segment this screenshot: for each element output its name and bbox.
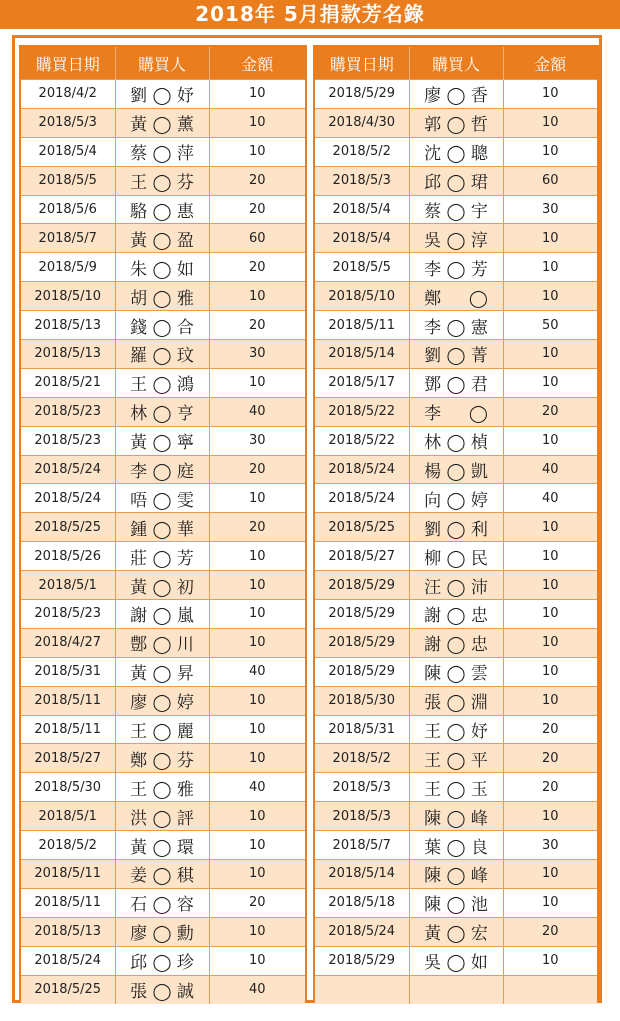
cell-name: 石 ◯ 容 [115,888,209,917]
cell-amount: 10 [503,600,597,629]
table-row [315,195,597,224]
cell-name: 鄭 ◯ 芬 [115,744,209,773]
cell-name: 向 ◯ 婷 [409,484,503,513]
cell-name: 莊 ◯ 芳 [115,542,209,571]
cell-amount: 10 [503,888,597,917]
cell-amount: 10 [503,108,597,137]
cell-amount: 20 [209,195,305,224]
cell-amount: 20 [209,513,305,542]
cell-amount: 10 [503,542,597,571]
table-row [21,397,305,426]
table-row [315,137,597,166]
cell-name: 黃 ◯ 宏 [409,917,503,946]
cell-date: 2018/5/2 [315,744,409,773]
cell-amount: 50 [503,311,597,340]
cell-amount: 10 [209,80,305,109]
cell-name: 沈 ◯ 聰 [409,137,503,166]
table-row [21,802,305,831]
cell-amount: 20 [209,166,305,195]
table-row [315,657,597,686]
cell-name: 蔡 ◯ 宇 [409,195,503,224]
table-row [315,397,597,426]
header-name: 購買人 [409,47,503,80]
cell-date: 2018/5/4 [21,137,115,166]
table-row [21,657,305,686]
table-row [315,917,597,946]
cell-date: 2018/5/11 [21,860,115,889]
cell-date: 2018/5/29 [315,946,409,975]
cell-amount: 10 [209,946,305,975]
cell-name: 廖 ◯ 香 [409,80,503,109]
cell-date: 2018/5/10 [21,282,115,311]
cell-name: 廖 ◯ 勳 [115,917,209,946]
cell-amount: 10 [209,628,305,657]
table-row [315,484,597,513]
cell-name: 柳 ◯ 民 [409,542,503,571]
table-row [21,455,305,484]
cell-date: 2018/5/31 [21,657,115,686]
table-row [21,108,305,137]
cell-amount: 20 [503,917,597,946]
cell-date: 2018/5/11 [315,311,409,340]
table-row [315,455,597,484]
cell-date: 2018/5/7 [315,831,409,860]
cell-date: 2018/5/23 [21,397,115,426]
table-row [21,253,305,282]
cell-date: 2018/5/2 [315,137,409,166]
cell-amount: 10 [503,860,597,889]
table-row [21,340,305,369]
cell-name: 林 ◯ 楨 [409,426,503,455]
cell-amount: 10 [209,917,305,946]
cell-name: 鄭 ◯ [409,282,503,311]
cell-date: 2018/5/30 [21,773,115,802]
cell-amount: 40 [503,484,597,513]
cell-date: 2018/5/23 [21,426,115,455]
cell-amount: 30 [503,195,597,224]
table-row [21,773,305,802]
table-row [315,571,597,600]
cell-date: 2018/5/25 [315,513,409,542]
cell-date: 2018/5/7 [21,224,115,253]
table-row [315,831,597,860]
cell-name: 王 ◯ 鴻 [115,368,209,397]
table-row [21,542,305,571]
table-row [21,282,305,311]
cell-amount: 30 [209,340,305,369]
cell-name: 黃 ◯ 昇 [115,657,209,686]
cell-date: 2018/5/13 [21,917,115,946]
cell-amount: 20 [209,888,305,917]
cell-name: 錢 ◯ 合 [115,311,209,340]
table-row [21,888,305,917]
cell-name: 林 ◯ 亨 [115,397,209,426]
cell-date: 2018/5/26 [21,542,115,571]
cell-date: 2018/5/17 [315,368,409,397]
cell-name: 李 ◯ 憲 [409,311,503,340]
table-row [21,946,305,975]
cell-name: 鍾 ◯ 華 [115,513,209,542]
cell-name: 郭 ◯ 哲 [409,108,503,137]
cell-date: 2018/5/4 [315,224,409,253]
cell-amount: 10 [209,831,305,860]
cell-amount: 10 [503,80,597,109]
cell-date: 2018/5/4 [315,195,409,224]
table-row [315,311,597,340]
cell-date: 2018/5/11 [21,888,115,917]
cell-amount: 10 [503,946,597,975]
cell-name: 王 ◯ 麗 [115,715,209,744]
cell-name: 邱 ◯ 珍 [115,946,209,975]
cell-name: 王 ◯ 芬 [115,166,209,195]
cell-amount: 10 [503,282,597,311]
cell-name: 吳 ◯ 淳 [409,224,503,253]
page-title: 2018年 5月捐款芳名錄 [0,0,620,29]
cell-date: 2018/5/25 [21,975,115,1003]
table-row [315,975,597,1003]
cell-date: 2018/5/13 [21,340,115,369]
table-row [315,542,597,571]
cell-date: 2018/5/5 [21,166,115,195]
cell-amount: 10 [503,426,597,455]
header-amount: 金額 [209,47,305,80]
cell-name: 黃 ◯ 薰 [115,108,209,137]
cell-date: 2018/5/1 [21,571,115,600]
cell-name: 洪 ◯ 評 [115,802,209,831]
cell-name: 葉 ◯ 良 [409,831,503,860]
header-amount: 金額 [503,47,597,80]
cell-amount: 40 [209,773,305,802]
cell-amount: 20 [503,397,597,426]
cell-name: 王 ◯ 玉 [409,773,503,802]
cell-amount: 10 [503,340,597,369]
cell-date: 2018/4/27 [21,628,115,657]
cell-amount: 10 [209,542,305,571]
cell-amount: 40 [503,455,597,484]
cell-name: 胡 ◯ 雅 [115,282,209,311]
cell-name: 汪 ◯ 沛 [409,571,503,600]
cell-name: 唔 ◯ 雯 [115,484,209,513]
cell-date: 2018/5/24 [21,946,115,975]
cell-amount: 20 [209,311,305,340]
cell-amount: 10 [503,571,597,600]
table-row [21,166,305,195]
cell-date: 2018/5/1 [21,802,115,831]
cell-date: 2018/5/3 [315,773,409,802]
cell-amount: 10 [209,600,305,629]
cell-date: 2018/5/3 [315,802,409,831]
cell-name: 李 ◯ [409,397,503,426]
table-row [315,946,597,975]
cell-date: 2018/5/24 [315,455,409,484]
cell-date: 2018/5/11 [21,686,115,715]
cell-amount: 40 [209,975,305,1003]
cell-amount: 20 [209,253,305,282]
table-row [21,715,305,744]
table-row [21,628,305,657]
cell-amount: 10 [209,744,305,773]
cell-amount: 10 [503,686,597,715]
cell-name: 蔡 ◯ 萍 [115,137,209,166]
cell-date: 2018/5/30 [315,686,409,715]
cell-date: 2018/5/29 [315,571,409,600]
cell-name: 黃 ◯ 寧 [115,426,209,455]
table-row [315,888,597,917]
cell-name: 張 ◯ 誠 [115,975,209,1003]
table-row [21,571,305,600]
cell-date: 2018/5/2 [21,831,115,860]
cell-amount: 10 [503,513,597,542]
cell-name: 李 ◯ 芳 [409,253,503,282]
cell-name: 劉 ◯ 利 [409,513,503,542]
cell-date: 2018/5/29 [315,80,409,109]
cell-amount: 10 [503,802,597,831]
cell-date: 2018/5/14 [315,860,409,889]
cell-amount: 10 [209,484,305,513]
cell-amount: 10 [209,860,305,889]
cell-amount: 10 [503,657,597,686]
table-row [21,975,305,1003]
table-row [315,686,597,715]
cell-amount: 10 [503,137,597,166]
table-row [315,108,597,137]
cell-name: 王 ◯ 雅 [115,773,209,802]
cell-date: 2018/5/9 [21,253,115,282]
cell-name: 劉 ◯ 妤 [115,80,209,109]
cell-date: 2018/5/29 [315,657,409,686]
table-row [315,600,597,629]
donation-table-right [313,45,599,1000]
cell-name: 謝 ◯ 忠 [409,628,503,657]
cell-name: 李 ◯ 庭 [115,455,209,484]
table-row [315,860,597,889]
cell-name: 黃 ◯ 環 [115,831,209,860]
cell-date: 2018/5/27 [315,542,409,571]
cell-amount: 10 [209,282,305,311]
cell-name: 黃 ◯ 盈 [115,224,209,253]
cell-amount: 10 [503,224,597,253]
cell-date: 2018/5/11 [21,715,115,744]
cell-amount: 10 [503,368,597,397]
cell-name: 邱 ◯ 珺 [409,166,503,195]
cell-name: 陳 ◯ 池 [409,888,503,917]
cell-amount: 10 [209,571,305,600]
table-row [315,773,597,802]
cell-date: 2018/5/3 [315,166,409,195]
table-row [21,426,305,455]
table-row [21,600,305,629]
cell-date: 2018/5/24 [21,455,115,484]
table-row [21,80,305,109]
cell-date: 2018/5/31 [315,715,409,744]
cell-name: 駱 ◯ 惠 [115,195,209,224]
cell-amount: 40 [209,657,305,686]
table-row [315,368,597,397]
table-row [21,368,305,397]
cell-date: 2018/5/21 [21,368,115,397]
table-row [315,715,597,744]
cell-name: 鄧 ◯ 君 [409,368,503,397]
header-name: 購買人 [115,47,209,80]
table-row [21,224,305,253]
cell-amount: 10 [209,686,305,715]
cell-amount: 60 [209,224,305,253]
cell-date: 2018/4/2 [21,80,115,109]
cell-name: 謝 ◯ 忠 [409,600,503,629]
table-row [21,311,305,340]
table-row [21,137,305,166]
cell-name: 黃 ◯ 初 [115,571,209,600]
cell-amount: 10 [503,253,597,282]
cell-amount: 10 [209,137,305,166]
cell-amount: 20 [503,715,597,744]
cell-date: 2018/5/24 [315,917,409,946]
cell-name: 朱 ◯ 如 [115,253,209,282]
table-row [21,744,305,773]
cell-amount: 20 [503,744,597,773]
cell-amount: 40 [209,397,305,426]
table-row [21,831,305,860]
cell-date: 2018/5/5 [315,253,409,282]
cell-date: 2018/5/13 [21,311,115,340]
cell-name: 王 ◯ 平 [409,744,503,773]
cell-date: 2018/5/10 [315,282,409,311]
header-date: 購買日期 [21,47,115,80]
table-row [315,426,597,455]
cell-amount: 10 [209,108,305,137]
cell-date: 2018/5/29 [315,600,409,629]
cell-date: 2018/5/18 [315,888,409,917]
table-row [315,513,597,542]
table-header-row [315,47,597,80]
table-row [315,340,597,369]
cell-amount: 10 [209,715,305,744]
cell-name: 劉 ◯ 菁 [409,340,503,369]
table-header-row [21,47,305,80]
table-row [21,513,305,542]
cell-name: 楊 ◯ 凱 [409,455,503,484]
cell-amount: 10 [209,802,305,831]
donation-table-left [19,45,307,1003]
cell-amount [503,975,597,1003]
table-row [315,80,597,109]
cell-name: 吳 ◯ 如 [409,946,503,975]
cell-name: 廖 ◯ 婷 [115,686,209,715]
cell-amount: 10 [503,628,597,657]
cell-name: 鄷 ◯ 川 [115,628,209,657]
cell-name [409,975,503,1003]
table-row [21,917,305,946]
cell-date: 2018/5/24 [21,484,115,513]
table-row [315,253,597,282]
cell-date: 2018/5/22 [315,397,409,426]
cell-amount: 30 [503,831,597,860]
cell-name: 羅 ◯ 玟 [115,340,209,369]
table-row [21,686,305,715]
cell-date: 2018/5/27 [21,744,115,773]
cell-date: 2018/5/25 [21,513,115,542]
table-row [315,628,597,657]
header-date: 購買日期 [315,47,409,80]
cell-date: 2018/5/22 [315,426,409,455]
table-row [315,802,597,831]
table-row [315,744,597,773]
cell-date: 2018/5/3 [21,108,115,137]
cell-amount: 20 [503,773,597,802]
cell-name: 陳 ◯ 峰 [409,802,503,831]
table-row [315,282,597,311]
table-row [315,166,597,195]
cell-name: 陳 ◯ 峰 [409,860,503,889]
cell-date: 2018/5/24 [315,484,409,513]
cell-amount: 60 [503,166,597,195]
cell-date [315,975,409,1003]
cell-name: 王 ◯ 妤 [409,715,503,744]
cell-amount: 20 [209,455,305,484]
cell-date: 2018/5/14 [315,340,409,369]
cell-amount: 10 [209,368,305,397]
cell-date: 2018/4/30 [315,108,409,137]
cell-amount: 30 [209,426,305,455]
cell-name: 張 ◯ 淵 [409,686,503,715]
cell-date: 2018/5/23 [21,600,115,629]
table-row [315,224,597,253]
table-row [21,860,305,889]
cell-date: 2018/5/29 [315,628,409,657]
table-row [21,195,305,224]
cell-name: 姜 ◯ 稘 [115,860,209,889]
table-row [21,484,305,513]
cell-date: 2018/5/6 [21,195,115,224]
cell-name: 謝 ◯ 嵐 [115,600,209,629]
cell-name: 陳 ◯ 雲 [409,657,503,686]
